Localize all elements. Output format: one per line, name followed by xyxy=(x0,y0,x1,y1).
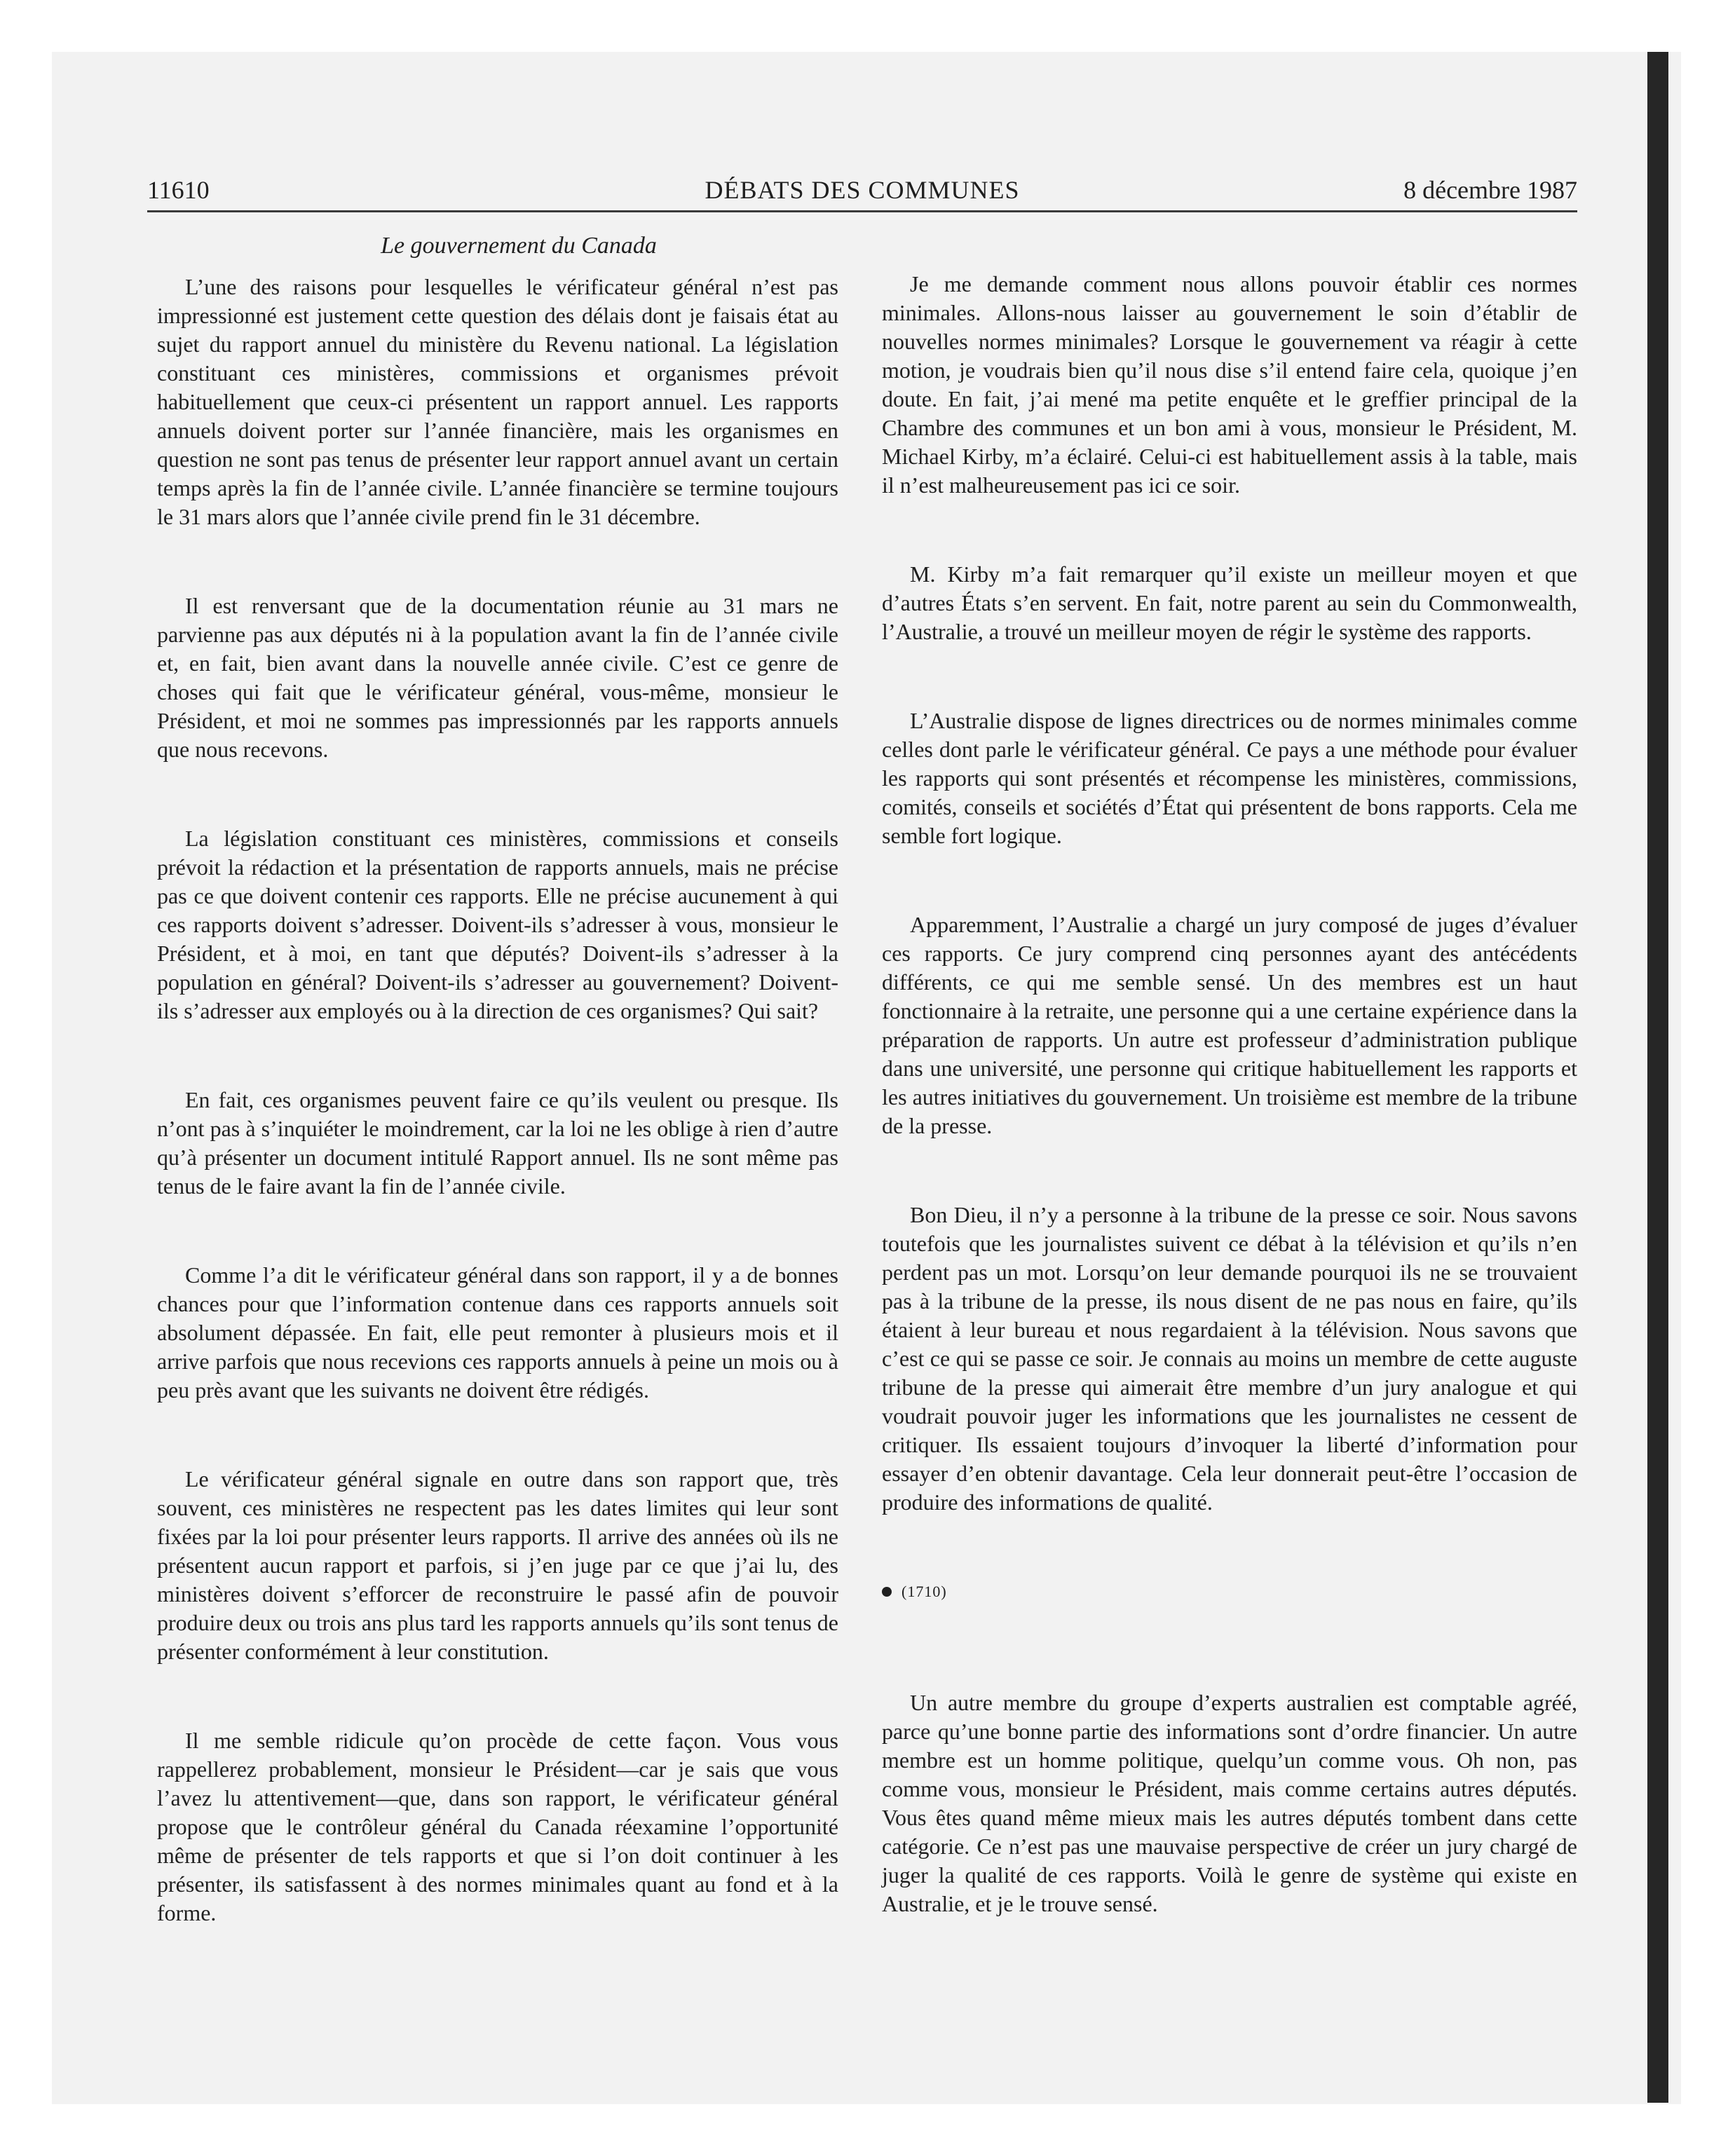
paragraph: L’Australie dispose de lignes directrices ou de normes minimales comme celles dont parle le vérificateur général. Ce pays a une méthode pour évaluer les rapports qui sont présentés et récompense les ministères, commissions, comités, conseils et sociétés d’État qui présentent de bons rapports. Cela me semble fort logique. xyxy=(882,708,1577,848)
paragraph: Bon Dieu, il n’y a personne à la tribune de la presse ce soir. Nous savons toutefois que les journalistes suivent ce débat à la télévision et qu’ils n’en perdent pas un mot. Lorsqu’on leur demande pourquoi ils ne se trouvaient pas à la tribune de la presse, ils nous disent de ne pas nous en faire, qu’ils étaient à leur bureau et nous regardaient à la télévision. Nous savons que c’est ce qui se passe ce soir. Je connais au moins un membre de cette auguste tribune de la presse qui aimerait être membre d’un jury analogue et qui voudrait pouvoir juger les informations que les journalistes ne cessent de critiquer. Ils essaient toujours d’invoquer la liberté d’information pour essayer d’en obtenir davantage. Cela leur donnerait peut-être l’occasion de produire des informations de qualité. xyxy=(882,1202,1577,1515)
paragraph: L’une des raisons pour lesquelles le vérificateur général n’est pas impressionné est justement cette question des délais dont je faisais état au sujet du rapport annuel du ministère du Revenu national. La législation constituant ces ministères, commissions et organismes prévoit habituellement que ceux-ci présentent un rapport annuel. Les rapports annuels doivent porter sur l’année financière, mais les organismes en question ne sont pas tenus de présenter leur rapport annuel avant un certain temps après la fin de l’année civile. L’année financière se termine toujours le 31 mars alors que l’année civile prend fin le 31 décembre. xyxy=(157,274,838,529)
paragraph: En fait, ces organismes peuvent faire ce qu’ils veulent ou presque. Ils n’ont pas à s’inquiéter le moindrement, car la loi ne les oblige à rien d’autre qu’à présenter un document intitulé Rapport annuel. Ils ne sont même pas tenus de le faire avant la fin de l’année civile. xyxy=(157,1087,838,1199)
page-number: 11610 xyxy=(147,176,210,204)
paragraph: Le vérificateur général signale en outre dans son rapport que, très souvent, ces ministères ne respectent pas les dates limites qui leur sont fixées par la loi pour présenter leurs rapports. Il arrive des années où ils ne présentent aucun rapport et parfois, si j’en juge par ce que j’ai lu, des ministères doivent s’efforcer de reconstruire le passé afin de pouvoir produire deux ou trois ans plus tard les rapports annuels qu’ils sont tenus de présenter conformément à leur constitution. xyxy=(157,1466,838,1664)
time-marker-label: (1710) xyxy=(901,1583,947,1600)
paragraph: Apparemment, l’Australie a chargé un jury composé de juges d’évaluer ces rapports. Ce jury comprend cinq personnes ayant des antécédents différents, ce qui me semble sensé. Un des membres est un haut fonctionnaire à la retraite, une personne qui a une certaine expérience dans la préparation de rapports. Un autre est professeur d’administration publique dans une université, une personne qui critique habituellement les rapports et les autres initiatives du gouvernement. Un troisième est membre de la tribune de la presse. xyxy=(882,912,1577,1138)
section-subheading: Le gouvernement du Canada xyxy=(381,233,657,259)
paragraph: M. Kirby m’a fait remarquer qu’il existe un meilleur moyen et que d’autres États s’en servent. En fait, notre parent au sein du Commonwealth, l’Australie, a trouvé un meilleur moyen de régir le système des rapports. xyxy=(882,561,1577,644)
paragraph: Je me demande comment nous allons pouvoir établir ces normes minimales. Allons-nous laisser au gouvernement le soin d’établir de nouvelles normes minimales? Lorsque le gouvernement va réagir à cette motion, je voudrais bien qu’il nous dise s’il entend faire cela, quoique j’en doute. En fait, j’ai mené ma petite enquête et le greffier principal de la Chambre des communes et un bon ami à vous, monsieur le Président, M. Michael Kirby, m’a éclairé. Celui-ci est habituellement assis à la table, mais il n’est malheureusement pas ici ce soir. xyxy=(882,271,1577,498)
paragraph: La législation constituant ces ministères, commissions et conseils prévoit la rédaction et la présentation de rapports annuels, mais ne précise pas ce que doivent contenir ces rapports. Elle ne précise aucunement à qui ces rapports doivent s’adresser. Doivent-ils s’adresser à vous, monsieur le Président, et à moi, en tant que députés? Doivent-ils s’adresser à la population en général? Doivent-ils s’adresser au gouvernement? Doivent-ils s’adresser aux employés ou à la direction de ces organismes? Qui sait? xyxy=(157,826,838,1023)
paragraph: Il est renversant que de la documentation réunie au 31 mars ne parvienne pas aux députés ni à la population avant la fin de l’année civile et, en fait, bien avant dans la nouvelle année civile. C’est ce genre de choses qui fait que le vérificateur général, vous-même, monsieur le Président, et moi ne sommes pas impressionnés par les rapports annuels que nous recevons. xyxy=(157,593,838,762)
page-header xyxy=(147,171,1577,212)
left-column xyxy=(157,224,838,1988)
right-column xyxy=(882,270,1577,1979)
scan-edge-shadow xyxy=(1647,52,1668,2103)
header-title: DÉBATS DES COMMUNES xyxy=(705,176,1020,204)
header-date: 8 décembre 1987 xyxy=(1403,176,1577,204)
paragraph: Un autre membre du groupe d’experts australien est comptable agréé, parce qu’une bonne partie des informations sont d’ordre financier. Un autre membre est un homme politique, quelqu’un comme vous. Oh non, pas comme vous, monsieur le Président, mais comme certains autres députés. Vous êtes quand même mieux mais les autres députés tombent dans cette catégorie. Ce n’est pas une mauvaise perspective de créer un jury chargé de juger la qualité de ces rapports. Voilà le genre de système qui existe en Australie, et je le trouve sensé. xyxy=(882,1690,1577,1916)
bullet-icon xyxy=(882,1587,892,1597)
paragraph: Comme l’a dit le vérificateur général dans son rapport, il y a de bonnes chances pour que l’information contenue dans ces rapports annuels soit absolument dépassée. En fait, elle peut remonter à plusieurs mois et il arrive parfois que nous recevions ces rapports annuels à peine un mois ou à peu près avant que les suivants ne doivent être rédigés. xyxy=(157,1262,838,1403)
paragraph: Il me semble ridicule qu’on procède de cette façon. Vous vous rappellerez probablement, monsieur le Président—car je sais que vous l’avez lu attentivement—que, dans son rapport, le vérificateur général propose que le contrôleur général du Canada réexamine l’opportunité même de présenter de tels rapports et que si l’on doit continuer à les présenter, ils satisfassent à des normes minimales quant au fond et à la forme. xyxy=(157,1728,838,1925)
time-marker xyxy=(882,1577,1577,1606)
